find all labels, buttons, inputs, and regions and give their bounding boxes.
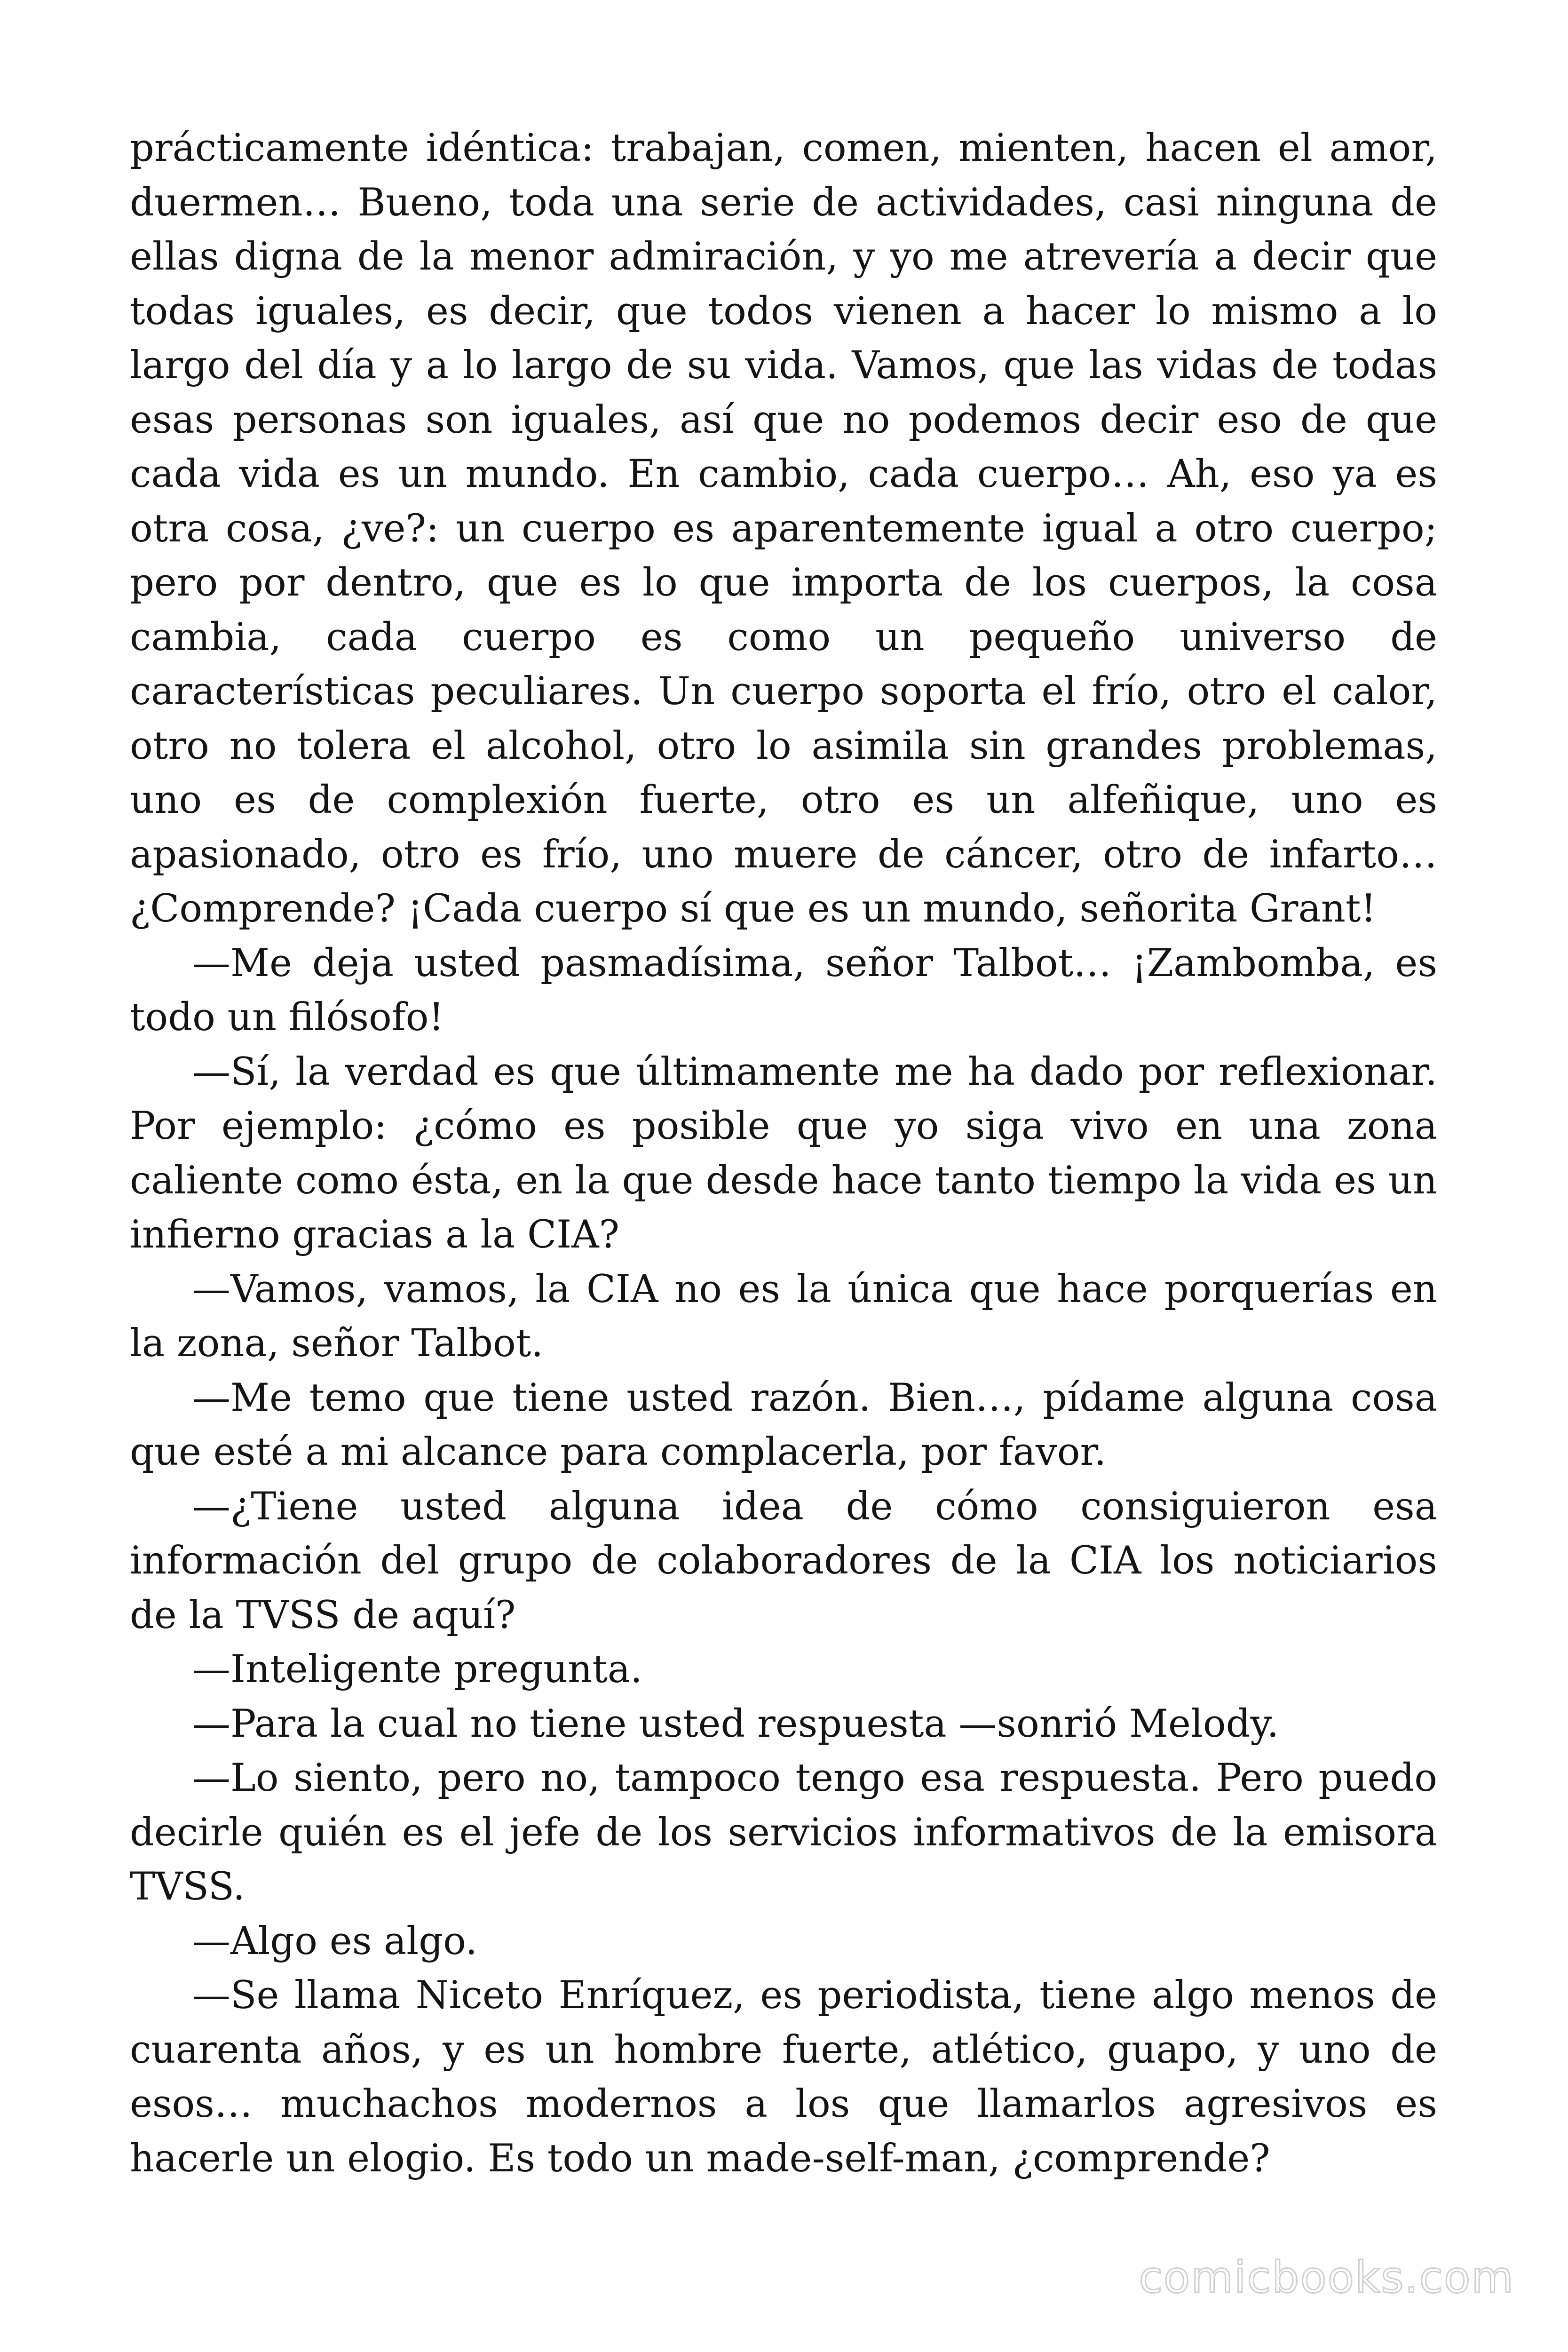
paragraph: —Para la cual no tiene usted respuesta —sonrió Melody. bbox=[192, 1701, 1279, 1746]
paragraph: —Me deja usted pasmadísima, señor Talbot… ¡Zambomba, es todo un filósofo! bbox=[130, 941, 1437, 1040]
paragraph: —Vamos, vamos, la CIA no es la única que hace porquerías en la zona, señor Talbot. bbox=[130, 1267, 1437, 1366]
paragraph: —Se llama Niceto Enríquez, es periodista, tiene algo menos de cuarenta años, y es un hombre fuerte, atlético, guapo, y uno de esos… muchachos modernos a los que llamarlos agresivos es hacerle un elogio. Es todo un made-self-man, ¿comprende? bbox=[130, 1973, 1437, 2181]
paragraph: —Lo siento, pero no, tampoco tengo esa respuesta. Pero puedo decirle quién es el jefe de los servicios informativos de la emisora TVSS. bbox=[130, 1756, 1437, 1909]
paragraph: —Algo es algo. bbox=[192, 1919, 478, 1963]
body-text bbox=[130, 121, 1437, 2186]
paragraph: —Sí, la verdad es que últimamente me ha dado por reflexionar. Por ejemplo: ¿cómo es posible que yo siga vivo en una zona caliente como ésta, en la que desde hace tanto tiempo la vida es un infierno gracias a la CIA? bbox=[130, 1049, 1437, 1257]
paragraph: —¿Tiene usted alguna idea de cómo consiguieron esa información del grupo de colaboradores de la CIA los noticiarios de la TVSS de aquí? bbox=[130, 1484, 1437, 1637]
paragraph: —Inteligente pregunta. bbox=[192, 1647, 642, 1692]
paragraph: prácticamente idéntica: trabajan, comen, mienten, hacen el amor, duermen… Bueno, toda una serie de actividades, casi ninguna de ellas digna de la menor admiración, y yo me atrevería a decir que todas iguales, es decir, que todos vienen a hacer lo mismo a lo largo del día y a lo largo de su vida. Vamos, que las vidas de todas esas personas son iguales, así que no podemos decir eso de que cada vida es un mundo. En cambio, cada cuerpo… Ah, eso ya es otra cosa, ¿ve?: un cuerpo es aparentemente igual a otro cuerpo; pero por dentro, que es lo que importa de los cuerpos, la cosa cambia, cada cuerpo es como un pequeño universo de características peculiares. Un cuerpo soporta el frío, otro el calor, otro no tolera el alcohol, otro lo asimila sin grandes problemas, uno es de complexión fuerte, otro es un alfeñique, uno es apasionado, otro es frío, uno muere de cáncer, otro de infarto… ¿Comprende? ¡Cada cuerpo sí que es un mundo, señorita Grant! bbox=[130, 126, 1437, 931]
watermark: comicbooks.com bbox=[1139, 2252, 1514, 2303]
paragraph: —Me temo que tiene usted razón. Bien…, pídame alguna cosa que esté a mi alcance para complacerla, por favor. bbox=[130, 1375, 1437, 1474]
